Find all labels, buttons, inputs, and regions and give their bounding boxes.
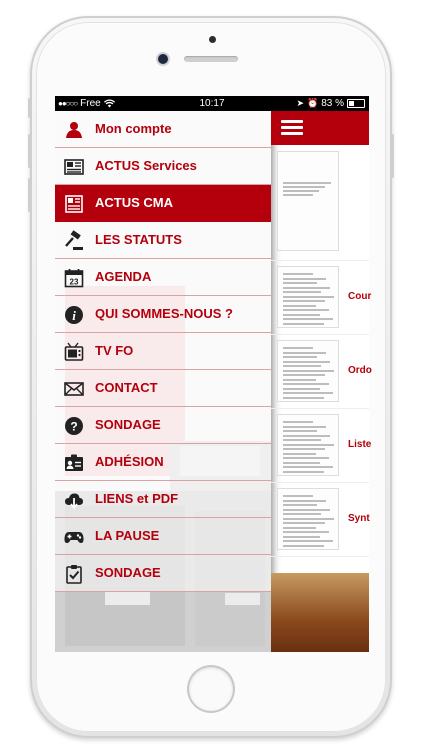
document-text-line [283, 370, 334, 372]
document-text-line [283, 392, 333, 394]
status-right [296, 98, 365, 109]
menu-item-13[interactable] [55, 555, 271, 592]
document-row[interactable] [271, 260, 372, 335]
document-text-line [283, 531, 329, 533]
document-title: Liste [348, 439, 372, 450]
mute-switch [28, 98, 31, 118]
gamepad-icon [64, 527, 84, 547]
menu-item-label: ACTUS Services [95, 158, 197, 173]
document-text-line [283, 374, 325, 376]
menu-item-5[interactable] [55, 259, 271, 296]
menu-item-2[interactable] [55, 148, 271, 185]
document-text-line [283, 296, 334, 298]
document-text-line [283, 365, 321, 367]
menu-item-label: CONTACT [95, 380, 158, 395]
document-text-line [283, 356, 317, 358]
document-title: Cour [348, 291, 372, 302]
document-text-line [283, 504, 317, 506]
document-row[interactable] [271, 145, 369, 261]
document-text-line [283, 379, 316, 381]
battery-percent: 83 % [321, 98, 344, 109]
document-row[interactable] [271, 334, 372, 409]
volume-down-button [28, 178, 31, 212]
document-text-line [283, 190, 319, 192]
clock: 10:17 [199, 98, 225, 109]
document-text-line [283, 186, 325, 188]
document-text-line [283, 518, 334, 520]
document-text-line [283, 536, 320, 538]
document-text-line [283, 457, 329, 459]
menu-item-3[interactable] [55, 185, 271, 222]
gavel-icon [64, 231, 84, 251]
document-text-line [283, 527, 316, 529]
location-arrow-icon: ➤ [296, 98, 304, 108]
document-text-line [283, 435, 330, 437]
volume-up-button [28, 134, 31, 168]
menu-item-label: LES STATUTS [95, 232, 182, 247]
menu-item-9[interactable] [55, 407, 271, 444]
menu-item-6[interactable] [55, 296, 271, 333]
document-text-line [283, 314, 320, 316]
menu-item-label: Mon compte [95, 121, 172, 136]
envelope-icon [64, 379, 84, 399]
document-thumbnail [277, 151, 339, 251]
menu-item-label: ACTUS CMA [95, 195, 173, 210]
document-text-line [283, 421, 313, 423]
screen [55, 96, 372, 652]
earpiece-speaker [184, 56, 238, 62]
menu-item-label: SONDAGE [95, 417, 161, 432]
menu-item-label: LIENS et PDF [95, 491, 179, 506]
document-text-line [283, 545, 324, 547]
document-text-line [283, 439, 321, 441]
menu-item-label: AGENDA [95, 269, 152, 284]
document-text-line [283, 444, 334, 446]
menu-item-label: TV FO [95, 343, 134, 358]
battery-icon [347, 99, 365, 108]
document-text-line [283, 388, 320, 390]
tv-icon [64, 342, 84, 362]
document-text-line [283, 291, 321, 293]
document-text-line [283, 309, 329, 311]
menu-item-4[interactable] [55, 222, 271, 259]
menu-item-7[interactable] [55, 333, 271, 370]
document-text-line [283, 522, 325, 524]
menu-item-11[interactable] [55, 481, 271, 518]
power-button [391, 134, 394, 178]
menu-item-10[interactable] [55, 444, 271, 481]
menu-item-label: LA PAUSE [95, 528, 160, 543]
document-text-line [283, 430, 317, 432]
news-icon [64, 194, 84, 214]
document-text-line [283, 347, 313, 349]
document-thumbnail [277, 266, 339, 328]
user-icon [64, 120, 84, 140]
document-thumbnail [277, 414, 339, 476]
document-text-line [283, 540, 333, 542]
front-camera [158, 54, 168, 64]
document-row[interactable] [271, 482, 369, 557]
signal-icon: ●●○○○ [58, 99, 78, 108]
document-text-line [283, 383, 329, 385]
id-card-icon [64, 453, 84, 473]
document-text-line [283, 194, 313, 196]
content-header [271, 111, 369, 145]
document-text-line [283, 361, 330, 363]
document-text-line [283, 273, 313, 275]
document-title: Synt [348, 513, 370, 524]
content-background-image [271, 573, 369, 652]
document-text-line [283, 513, 321, 515]
document-text-line [283, 352, 326, 354]
carrier-label: Free [80, 98, 101, 109]
document-text-line [283, 466, 333, 468]
document-text-line [283, 182, 331, 184]
document-text-line [283, 500, 326, 502]
proximity-sensor [209, 36, 216, 43]
calendar-icon [64, 268, 84, 288]
svg-text:?: ? [70, 419, 78, 434]
menu-item-label: QUI SOMMES-NOUS ? [95, 306, 233, 321]
document-text-line [283, 397, 324, 399]
document-text-line [283, 318, 333, 320]
document-text-line [283, 426, 326, 428]
clipboard-check-icon [64, 564, 84, 584]
menu-item-8[interactable] [55, 370, 271, 407]
document-text-line [283, 495, 313, 497]
newspaper-icon [64, 157, 84, 177]
document-text-line [283, 305, 316, 307]
document-text-line [283, 448, 325, 450]
document-text-line [283, 462, 320, 464]
home-button[interactable] [189, 667, 233, 711]
document-row[interactable] [271, 408, 372, 483]
document-text-line [283, 471, 324, 473]
info-icon [64, 305, 84, 325]
cloud-download-icon [64, 490, 84, 510]
document-thumbnail [277, 340, 339, 402]
document-title: Ordo [348, 365, 372, 376]
document-text-line [283, 453, 316, 455]
document-text-line [283, 278, 326, 280]
document-text-line [283, 509, 330, 511]
menu-item-1[interactable] [55, 111, 271, 148]
hamburger-menu-icon[interactable] [281, 120, 303, 136]
svg-text:23: 23 [69, 277, 79, 287]
document-text-line [283, 323, 324, 325]
document-thumbnail [277, 488, 339, 550]
menu-item-label: SONDAGE [95, 565, 161, 580]
svg-text:i: i [72, 308, 76, 323]
menu-item-label: ADHÉSION [95, 454, 164, 469]
document-text-line [283, 287, 330, 289]
question-icon [64, 416, 84, 436]
content-panel [271, 111, 372, 652]
status-bar [55, 96, 369, 111]
menu-item-12[interactable] [55, 518, 271, 555]
document-text-line [283, 282, 317, 284]
side-menu [55, 111, 271, 652]
document-text-line [283, 300, 325, 302]
alarm-icon: ⏰ [306, 98, 319, 108]
